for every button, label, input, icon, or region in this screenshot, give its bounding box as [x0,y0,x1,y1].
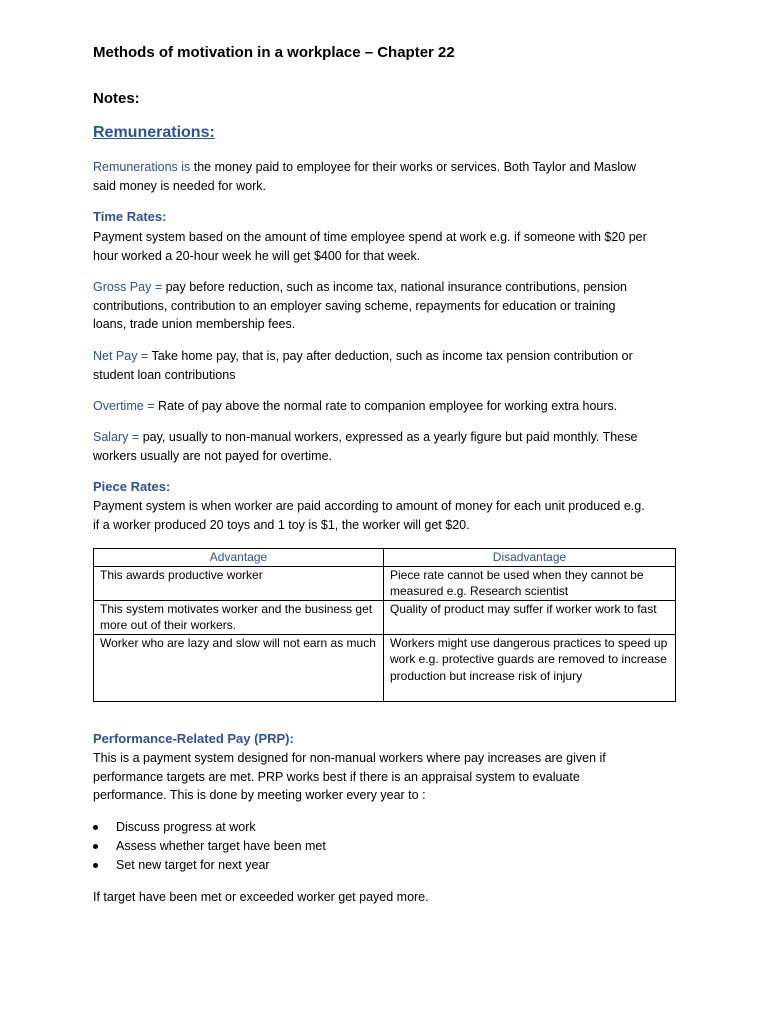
advantage-cell: This awards productive worker [94,566,384,600]
remunerations-term: Remunerations is [93,160,191,174]
salary-line: workers usually are not payed for overtime. [93,448,332,463]
remunerations-paragraph [93,158,683,195]
remunerations-definition-line: said money is needed for work. [93,178,267,193]
disadvantage-cell: Workers might use dangerous practices to speed up work e.g. protective guards are removed to increase production but increase risk of injury [384,634,676,701]
list-item [93,818,326,837]
net-pay-line: Take home pay, that is, pay after deduction, such as income tax pension contribution or [148,349,633,363]
overtime-line: Rate of pay above the normal rate to companion employee for working extra hours. [154,399,618,413]
time-rates-heading: Time Rates: [93,209,167,224]
salary-term: Salary = [93,430,140,444]
gross-pay-line: loans, trade union membership fees. [93,317,296,331]
prp-paragraph [93,749,683,805]
table-row [94,600,676,634]
prp-heading: Performance-Related Pay (PRP): [93,731,294,746]
prp-line: This is a payment system designed for non-manual workers where pay increases are given if [93,751,606,765]
list-item-text: Set new target for next year [116,858,270,872]
disadvantage-cell: Piece rate cannot be used when they cannot be measured e.g. Research scientist [384,566,676,600]
list-item [93,837,326,856]
table-header-row [94,549,676,567]
advantage-cell: This system motivates worker and the business get more out of their workers. [94,600,384,634]
advantage-cell: Worker who are lazy and slow will not earn as much [94,634,384,701]
overtime-paragraph [93,397,683,416]
overtime-term: Overtime = [93,399,155,413]
prp-line: performance. This is done by meeting worker every year to : [93,788,426,802]
time-rates-paragraph [93,228,683,265]
piece-rates-line: Payment system is when worker are paid according to amount of money for each unit produced e.g. [93,499,645,513]
net-pay-paragraph [93,347,683,384]
prp-conclusion: If target have been met or exceeded worker get payed more. [93,890,429,904]
net-pay-line: student loan contributions [93,367,236,382]
notes-heading: Notes: [93,90,140,107]
advantage-header: Advantage [94,549,384,567]
bullet-icon [93,844,98,849]
gross-pay-line: pay before reduction, such as income tax, national insurance contributions, pension [162,280,627,294]
list-item [93,856,326,875]
piece-rates-line: if a worker produced 20 toys and 1 toy is $1, the worker will get $20. [93,517,470,532]
list-item-text: Assess whether target have been met [116,839,326,853]
gross-pay-line: contributions, contribution to an employer saving scheme, repayments for education or training [93,298,616,313]
time-rates-line: Payment system based on the amount of time employee spend at work e.g. if someone with $20 per [93,230,647,244]
bullet-icon [93,825,98,830]
table-row [94,634,676,701]
remunerations-definition-line: the money paid to employee for their works or services. Both Taylor and Maslow [190,160,637,174]
salary-line: pay, usually to non-manual workers, expressed as a yearly figure but paid monthly. These [139,430,638,444]
bullet-icon [93,863,98,868]
table-row [94,566,676,600]
gross-pay-paragraph [93,278,683,334]
disadvantage-header: Disadvantage [384,549,676,567]
piece-rates-heading: Piece Rates: [93,479,171,494]
gross-pay-term: Gross Pay = [93,280,163,294]
net-pay-term: Net Pay = [93,349,149,363]
prp-bullet-list [93,818,326,875]
piece-rates-paragraph [93,497,683,534]
salary-paragraph [93,428,683,465]
piece-rates-table [93,548,676,702]
disadvantage-cell: Quality of product may suffer if worker work to fast [384,600,676,634]
remunerations-heading: Remunerations: [93,124,215,141]
list-item-text: Discuss progress at work [116,820,256,834]
page-title: Methods of motivation in a workplace – Chapter 22 [93,44,455,61]
time-rates-line: hour worked a 20-hour week he will get $400 for that week. [93,248,421,263]
prp-line: performance targets are met. PRP works best if there is an appraisal system to evaluate [93,769,580,784]
